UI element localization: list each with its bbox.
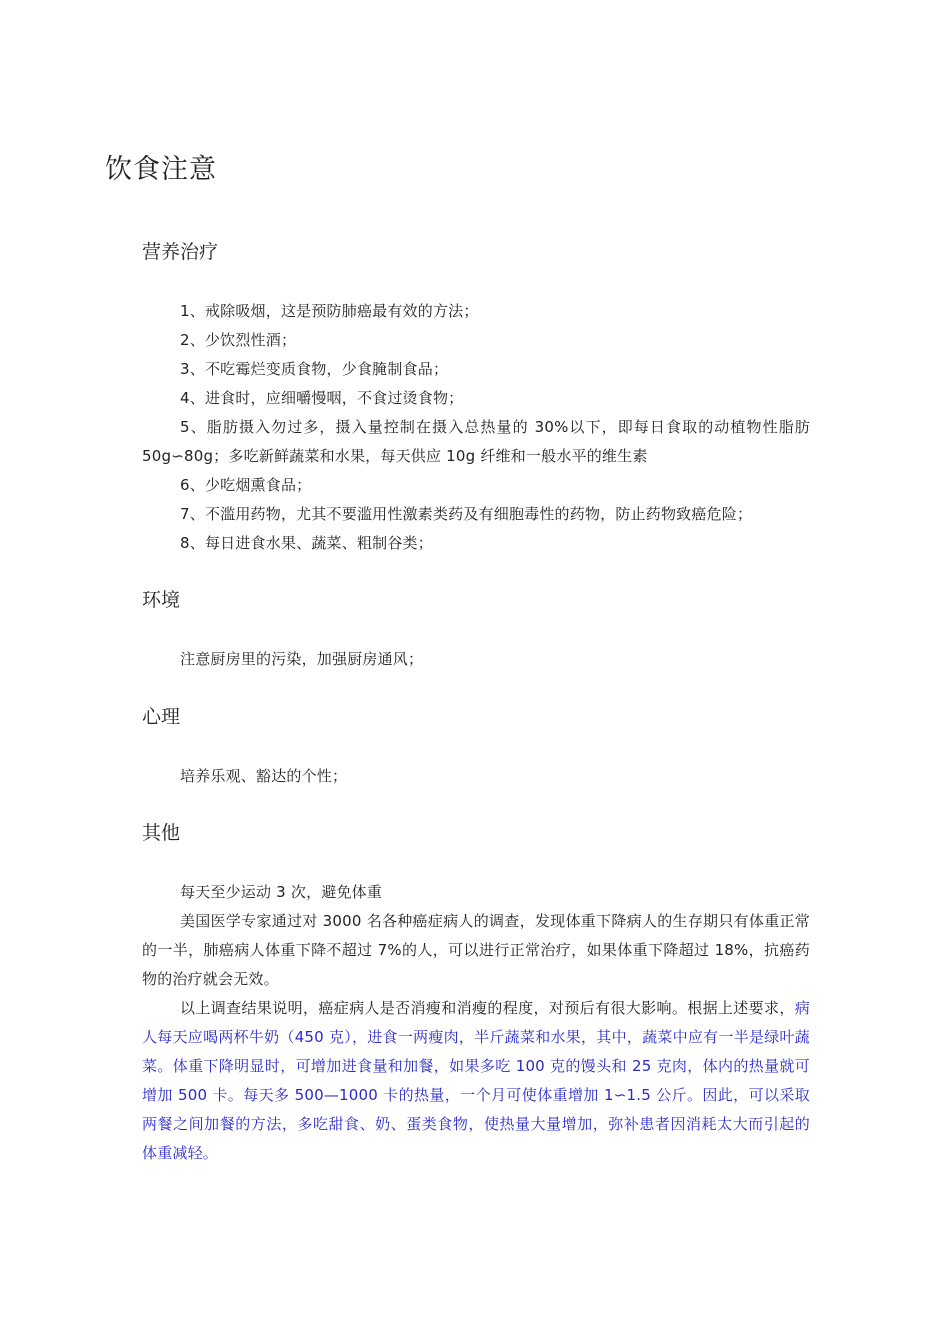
other-paragraph-3-highlight: 病人每天应喝两杯牛奶（450 克），进食一两瘦肉，半斤蔬菜和水果，其中，蔬菜中应有一半是绿叶蔬菜。体重下降明显时，可增加进食量和加餐，如果多吃 100 克的馒头和 25 克肉，体内的热量就可增加 500 卡。每天多 500—1000 卡的热量，一个月可使体重增加 1∽1.5 公斤。因此，可以采取两餐之间加餐的方法，多吃甜食、奶、蛋类食物，使热量大量增加，弥补患者因消耗太大而引起的体重减轻。 — [142, 999, 810, 1162]
section-heading-psychology: 心理 — [142, 706, 181, 728]
nutrition-item-8: 8、每日进食水果、蔬菜、粗制谷类； — [180, 534, 433, 552]
nutrition-item-6: 6、少吃烟熏食品； — [180, 476, 312, 494]
nutrition-item-7: 7、不滥用药物，尤其不要滥用性激素类药及有细胞毒性的药物，防止药物致癌危险； — [180, 505, 753, 523]
nutrition-item-1: 1、戒除吸烟，这是预防肺癌最有效的方法； — [180, 302, 479, 320]
other-paragraph-3 — [142, 994, 810, 1168]
environment-item-1: 注意厨房里的污染，加强厨房通风； — [180, 650, 424, 668]
section-heading-nutrition: 营养治疗 — [142, 241, 219, 263]
other-paragraph-1: 每天至少运动 3 次，避免体重 — [180, 883, 383, 901]
section-heading-environment: 环境 — [142, 589, 181, 611]
nutrition-item-2: 2、少饮烈性酒； — [180, 331, 297, 349]
other-paragraph-2: 美国医学专家通过对 3000 名各种癌症病人的调查，发现体重下降病人的生存期只有体重正常的一半，肺癌病人体重下降不超过 7%的人，可以进行正常治疗，如果体重下降超过 18%，抗癌药物的治疗就会无效。 — [142, 912, 810, 988]
nutrition-item-5: 5、脂肪摄入勿过多，摄入量控制在摄入总热量的 30%以下，即每日食取的动植物性脂肪 50g∽80g；多吃新鲜蔬菜和水果，每天供应 10g 纤维和一般水平的维生素 — [142, 418, 810, 465]
page-title: 饮食注意 — [105, 154, 217, 185]
other-paragraph-3-plain: 以上调查结果说明，癌症病人是否消瘦和消瘦的程度，对预后有很大影响。根据上述要求， — [180, 999, 795, 1017]
section-heading-other: 其他 — [142, 822, 181, 844]
nutrition-item-4: 4、进食时，应细嚼慢咽，不食过烫食物； — [180, 389, 464, 407]
psychology-item-1: 培养乐观、豁达的个性； — [180, 767, 348, 785]
nutrition-item-3: 3、不吃霉烂变质食物，少食腌制食品； — [180, 360, 449, 378]
